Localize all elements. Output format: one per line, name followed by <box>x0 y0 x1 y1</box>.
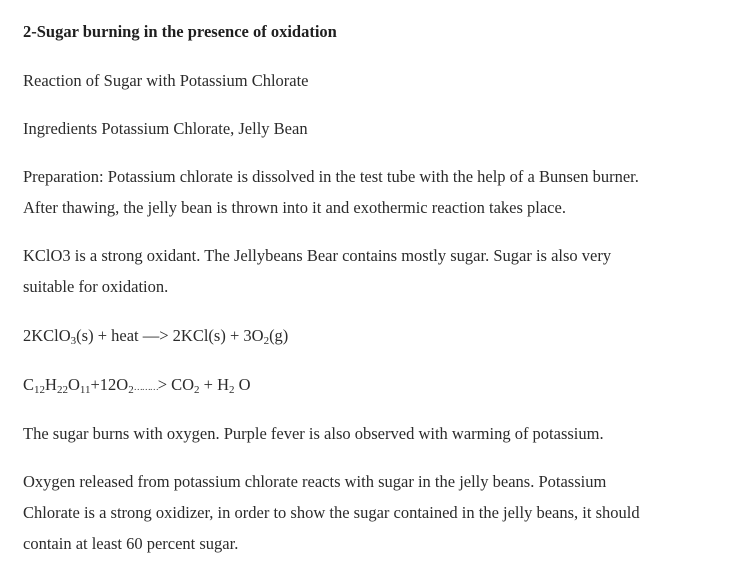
eq2-subscript: 12 <box>34 384 46 396</box>
eq2-part: C <box>23 375 35 394</box>
eq1-subscript: 2 <box>263 335 270 347</box>
eq2-subscript: 2 <box>194 384 200 396</box>
preparation-line-1: Preparation: Potassium chlorate is dissolved in the test tube with the help of a Bunsen burner. <box>23 167 639 186</box>
eq2-part: O <box>67 375 80 394</box>
oxidant-line-2: suitable for oxidation. <box>23 277 169 296</box>
chemical-equation-1 <box>23 320 723 351</box>
eq2-part: > CO <box>157 375 195 394</box>
chemical-equation-2 <box>23 369 723 403</box>
section-heading: 2-Sugar burning in the presence of oxidation <box>23 22 337 41</box>
eq2-part: H <box>45 375 57 394</box>
oxidant-paragraph <box>23 240 723 302</box>
eq1-part: (g) <box>269 326 289 345</box>
oxidant-line-1: KClO3 is a strong oxidant. The Jellybeans Bear contains mostly sugar. Sugar is also very <box>23 246 612 265</box>
conclusion-paragraph <box>23 466 723 559</box>
eq2-subscript: 11 <box>79 384 91 396</box>
eq1-part: (s) + heat —> 2KCl(s) + 3O <box>76 326 264 345</box>
eq1-part: 2KClO <box>23 326 71 345</box>
eq1-subscript: 3 <box>70 335 77 347</box>
eq2-subscript: 2 <box>229 384 235 396</box>
eq2-arrow-dots: ……… <box>133 382 158 392</box>
eq2-subscript: 22 <box>56 384 68 396</box>
eq2-part: O <box>234 375 251 394</box>
conclusion-line-1: Oxygen released from potassium chlorate reacts with sugar in the jelly beans. Potassium <box>23 472 607 491</box>
reaction-title: Reaction of Sugar with Potassium Chlorate <box>23 71 309 90</box>
conclusion-line-3: contain at least 60 percent sugar. <box>23 534 239 553</box>
conclusion-line-2: Chlorate is a strong oxidizer, in order to show the sugar contained in the jelly beans, it should <box>23 503 640 522</box>
burn-paragraph: The sugar burns with oxygen. Purple fever is also observed with warming of potassium. <box>23 424 604 443</box>
ingredients-text: Ingredients Potassium Chlorate, Jelly Bean <box>23 119 308 138</box>
preparation-paragraph <box>23 161 723 223</box>
eq2-part: +12O <box>90 375 129 394</box>
eq2-part: + H <box>199 375 230 394</box>
preparation-line-2: After thawing, the jelly bean is thrown into it and exothermic reaction takes place. <box>23 198 566 217</box>
eq2-subscript: 2 <box>128 384 134 396</box>
